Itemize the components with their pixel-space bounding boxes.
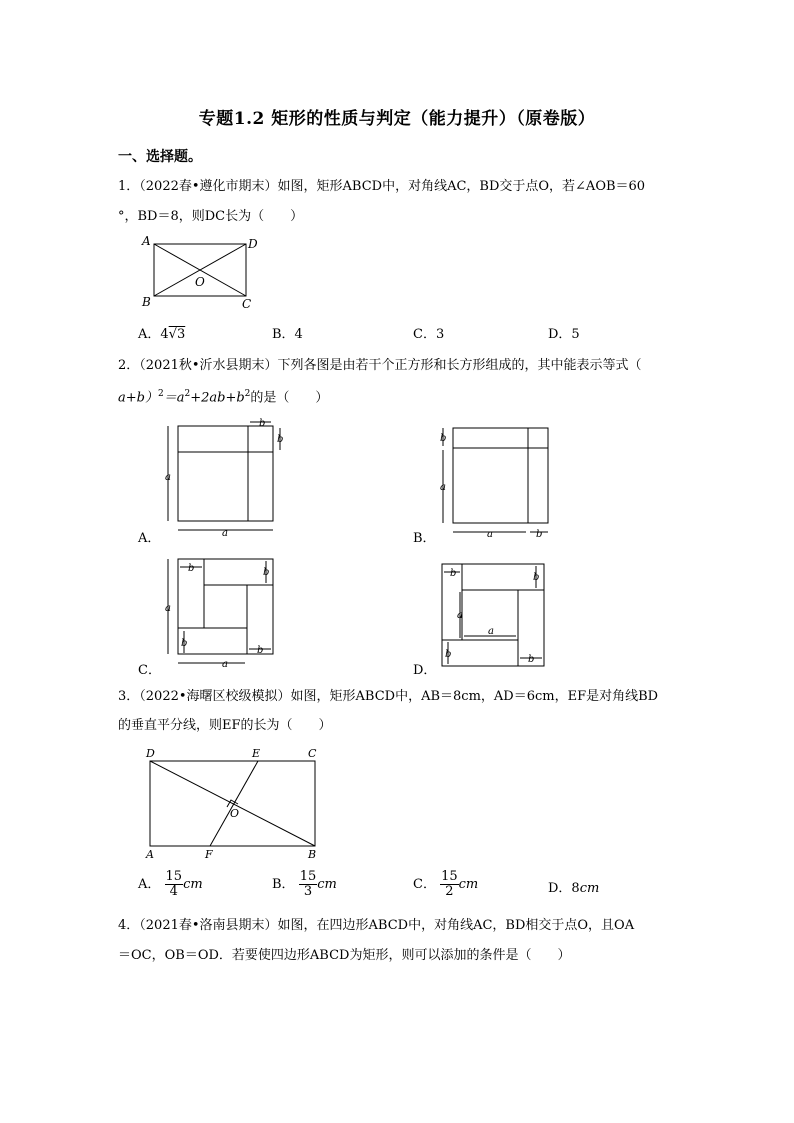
- q2-option-b[interactable]: B．: [413, 531, 436, 546]
- q3-option-c-label: C．: [413, 877, 436, 892]
- q3-label-d: D: [146, 747, 155, 760]
- q3-option-b-fraction: [299, 870, 318, 899]
- q2-expr-1: a+b）: [118, 390, 158, 406]
- q3-option-b-label: B．: [272, 877, 295, 892]
- q3-rectangle-diagram: [140, 745, 330, 863]
- q3-label-o: O: [230, 807, 240, 820]
- q2-expr-4: 的是（ ）: [250, 390, 329, 406]
- q2-option-c[interactable]: C．: [138, 663, 161, 678]
- q3-line2: 的垂直平分线，则EF的长为（ ）: [118, 718, 332, 733]
- q2c-label-b-left: b: [181, 638, 188, 649]
- q3-line1: 3．（2022•海曙区校级模拟）如图，矩形ABCD中，AB＝8cm，AD＝6cm，EF是对角线BD: [118, 689, 659, 704]
- q3-label-b: B: [308, 848, 317, 861]
- q3-label-c: C: [308, 747, 317, 760]
- q3-option-a[interactable]: [138, 870, 203, 899]
- q3-option-c-den: 2: [445, 884, 454, 899]
- q2c-label-a-left: a: [165, 603, 171, 614]
- q2b-label-a-left: a: [440, 482, 446, 493]
- q2a-label-a-bottom: a: [222, 528, 228, 539]
- q2d-label-a-mid: a: [488, 626, 494, 637]
- q3-option-b-unit: cm: [317, 877, 337, 892]
- q3-label-e: E: [252, 747, 261, 760]
- q2-figure-b: [435, 418, 565, 543]
- q1-line2: °，BD＝8，则DC长为（ ）: [118, 209, 304, 224]
- q3-label-a: A: [146, 848, 154, 861]
- q1-option-d[interactable]: D．5: [548, 327, 580, 342]
- q4-line2: ＝OC，OB＝OD．若要使四边形ABCD为矩形，则可以添加的条件是（ ）: [118, 948, 571, 963]
- q2c-label-b-bottom: b: [257, 645, 264, 656]
- q1-rectangle-diagram: [138, 232, 268, 312]
- q2b-square: [453, 428, 548, 523]
- q3-option-a-fraction: [165, 870, 184, 899]
- q3-diagonal-bd: [150, 761, 315, 846]
- q2b-label-b-bottom: b: [536, 529, 543, 540]
- q1-option-a[interactable]: [138, 323, 185, 342]
- q2a-label-a-left: a: [165, 472, 171, 483]
- q3-option-c[interactable]: [413, 870, 478, 899]
- q3-option-b[interactable]: [272, 870, 337, 899]
- q2c-inner: [204, 585, 247, 628]
- q2b-label-a-bottom: a: [487, 529, 493, 540]
- q1-label-d: D: [248, 237, 258, 251]
- q3-option-c-unit: cm: [458, 877, 479, 892]
- q2-exp-3: 2: [244, 389, 251, 399]
- q3-option-a-label: A．: [138, 877, 161, 892]
- q2a-square: [178, 426, 273, 521]
- q2-exp-2: 2: [184, 389, 191, 399]
- q2a-label-b-top: b: [259, 418, 266, 429]
- q3-option-d-unit: cm: [579, 881, 600, 896]
- q3-option-d[interactable]: [548, 877, 599, 896]
- q2c-label-b-top: b: [188, 563, 195, 574]
- page-title: 专题1.2 矩形的性质与判定（能力提升）（原卷版）: [198, 109, 596, 129]
- q1-option-a-root: √3: [168, 327, 186, 342]
- q3-option-a-unit: cm: [183, 877, 203, 892]
- q1-option-b[interactable]: B．4: [272, 327, 303, 342]
- q2d-label-b-top: b: [450, 568, 457, 579]
- q2d-label-a-left: a: [457, 610, 463, 621]
- q2-line1: 2．（2021秋•沂水县期末）下列各图是由若干个正方形和长方形组成的，其中能表示等式（: [118, 358, 642, 373]
- q1-label-b: B: [142, 295, 151, 309]
- q2-option-d[interactable]: D．: [413, 663, 437, 678]
- q2-figure-d: [432, 560, 562, 675]
- q3-option-d-label: D．8: [548, 881, 580, 896]
- q1-line1: 1．（2022春•遵化市期末）如图，矩形ABCD中，对角线AC，BD交于点O，若∠AOB＝60: [118, 179, 646, 194]
- q2d-label-b-left: b: [445, 649, 452, 660]
- q2-expr-3: +2ab+b: [190, 390, 245, 406]
- q2b-label-b-left: b: [440, 433, 447, 444]
- q3-label-f: F: [205, 848, 213, 861]
- q3-option-b-num: 15: [299, 869, 317, 884]
- q2d-label-b-bottom: b: [528, 654, 535, 665]
- section-heading: 一、选择题。: [118, 149, 202, 165]
- q1-label-a: A: [142, 234, 151, 248]
- q2c-label-a-bottom: a: [222, 659, 228, 670]
- q3-line-ef: [210, 761, 258, 846]
- q3-option-a-den: 4: [169, 884, 178, 899]
- q2-exp-1: 2: [157, 389, 164, 399]
- q1-label-c: C: [242, 297, 252, 311]
- q2-expr-2: ＝a: [163, 390, 185, 406]
- q2d-label-b-right: b: [533, 572, 540, 583]
- q1-option-c[interactable]: C．3: [413, 327, 445, 342]
- q2-line2: [118, 381, 678, 411]
- q3-option-a-num: 15: [165, 869, 183, 884]
- q2c-label-b-right: b: [263, 567, 270, 578]
- q3-option-c-num: 15: [441, 869, 458, 884]
- q1-label-o: O: [195, 275, 205, 289]
- q3-option-c-fraction: [440, 870, 459, 899]
- q2-figure-a: [160, 418, 290, 543]
- q2a-label-b-right: b: [277, 434, 284, 445]
- q4-line1: 4．（2021春•洛南县期末）如图，在四边形ABCD中，对角线AC，BD相交于点O，且OA: [118, 918, 635, 933]
- q3-option-b-den: 3: [303, 884, 313, 899]
- q2-option-a[interactable]: A．: [138, 531, 161, 546]
- q2-figure-c: [160, 553, 290, 673]
- q1-option-a-text: A．4: [138, 327, 169, 342]
